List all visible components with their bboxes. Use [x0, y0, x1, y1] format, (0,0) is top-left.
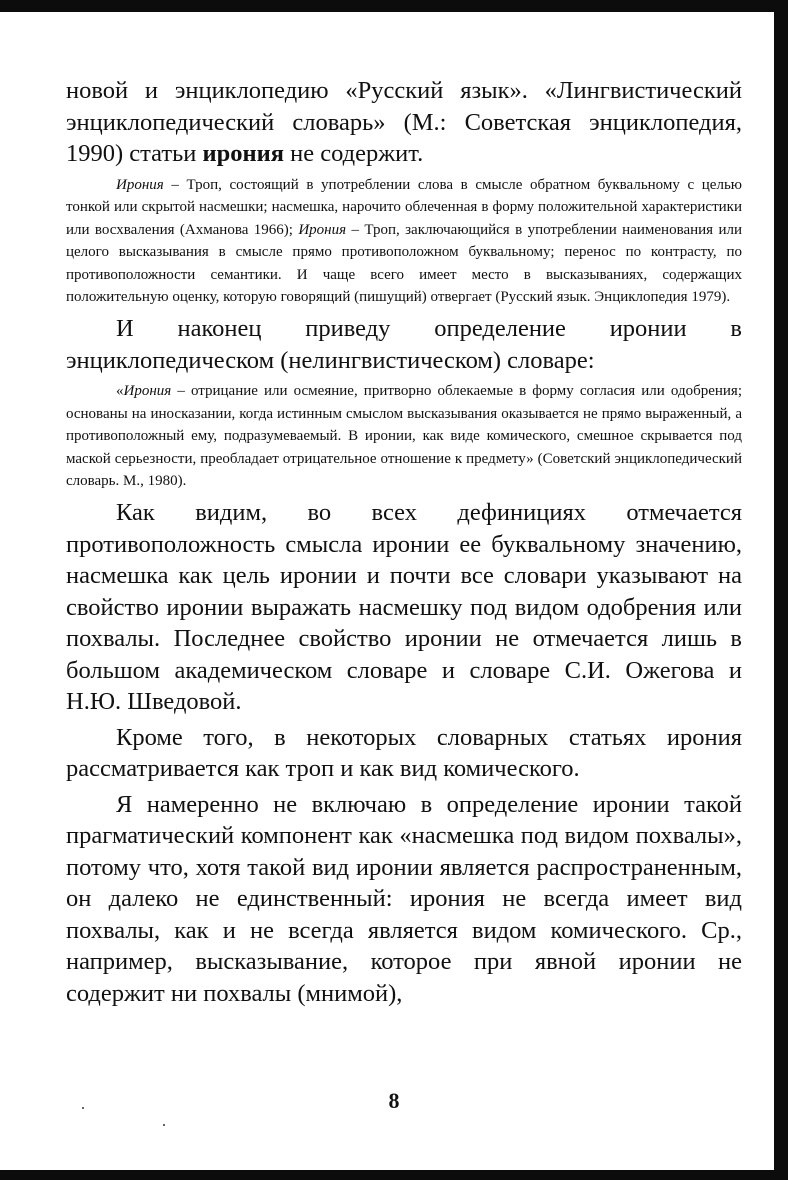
paragraph-analysis: Как видим, во всех дефинициях отмечается противоположность смысла иронии ее буквальному значению, насмешка как цель иронии и почти все словари указывают на свойство иронии выражать насмешку под видом одобрения или похвалы. Последнее свойство иронии не отмечается лишь в большом академическом словаре и словаре С.И. Ожегова и Н.Ю. Шведовой.: [66, 499, 742, 716]
paragraph-pragmatic: Я намеренно не включаю в определение иронии такой прагматический компонент как «насмешка под видом похвалы», потому что, хотя такой вид иронии является распространенным, он далеко не единственный: ирония не всегда имеет вид похвалы, как и не всегда является видом комического. Ср., например, высказывание, которое при явной иронии не содержит ни похвалы (мнимой),: [66, 790, 742, 1007]
paragraph-continuation: новой и энциклопедию «Русский язык». «Лингвистический энциклопедический словарь» (М.: Советская энциклопедия, 1990) статьи ирония не содержит.: [66, 77, 742, 167]
page-body: [66, 75, 742, 1009]
definition-term: Ирония: [298, 221, 347, 238]
definition-term: Ирония: [123, 383, 172, 400]
scan-border-right: [774, 0, 788, 1180]
bold-term: ирония: [202, 140, 285, 167]
page-number: 8: [388, 1088, 400, 1113]
scan-border-top: [0, 0, 788, 12]
dictionary-quote-2: «Ирония – отрицание или осмеяние, притворно облекаемые в форму согласия или одобрения; основаны на иносказании, когда истинным смыслом высказывания оказывается не прямо выраженный, а противоположный ему, подразумеваемый. В иронии, как виде комического, смешное скрывается под маской серьезности, преобладает отрицательное отношение к предмету» (Советский энциклопедический словарь. М., 1980).: [66, 383, 742, 490]
scan-speck: [82, 1107, 84, 1109]
scan-border-bottom: [0, 1170, 788, 1180]
definition-term: Ирония: [116, 176, 164, 193]
dictionary-quote-1: Ирония – Троп, состоящий в употреблении слова в смысле обратном буквальному с целью тонкой или скрытой насмешки; насмешка, нарочито облеченная в форму положительной характеристики или восхваления (Ахманова 1966); Ирония – Троп, заключающийся в употреблении наименования или целого высказывания в смысле прямо противоположном буквальному; перенос по контрасту, по противоположности семантики. И чаще всего имеет место в высказываниях, содержащих положительную оценку, которую говорящий (пишущий) отвергает (Русский язык. Энциклопедия 1979).: [66, 176, 742, 306]
paragraph-intro: И наконец приведу определение иронии в энциклопедическом (нелингвистическом) словаре:: [66, 315, 742, 374]
scan-speck: [163, 1124, 165, 1126]
paragraph-trope: Кроме того, в некоторых словарных статьях ирония рассматривается как троп и как вид комического.: [66, 723, 742, 783]
